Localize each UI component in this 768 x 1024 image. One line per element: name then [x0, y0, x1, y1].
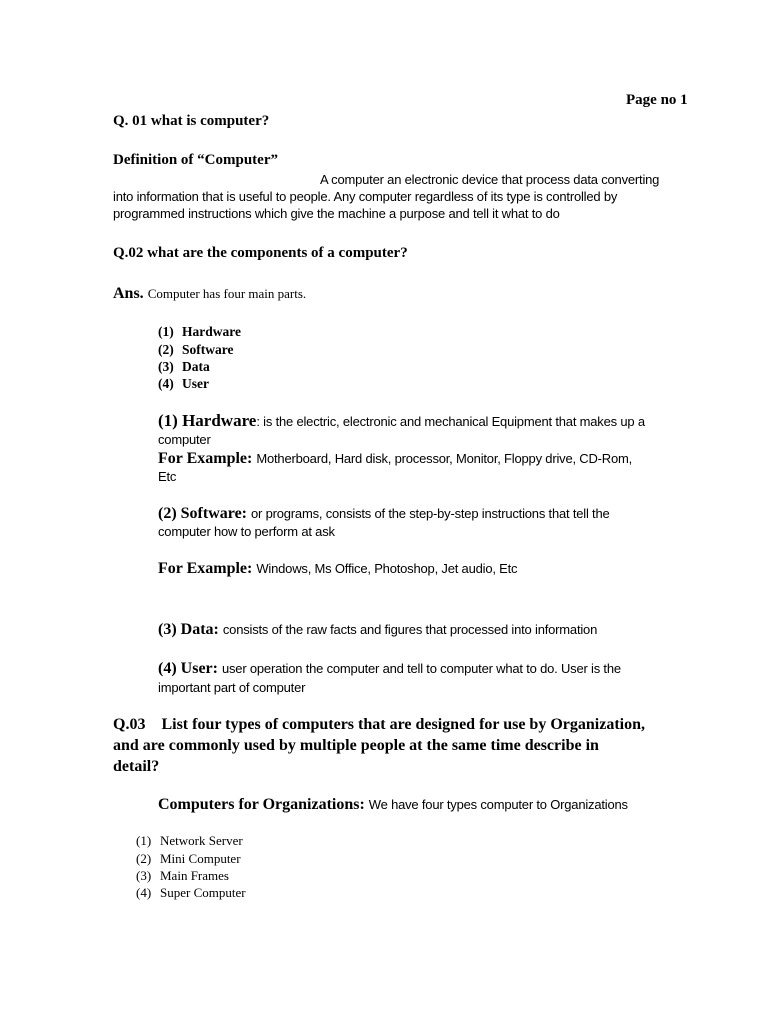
q1-definition-line1: A computer an electronic device that process data converting [320, 172, 660, 187]
list-item: (3) Main Frames [136, 868, 229, 883]
q3-title-line1: Q.03 List four types of computers that are designed for use by Organization, [113, 716, 645, 733]
list-item: (1) Hardware [158, 324, 241, 339]
hardware-example-cont: Etc [158, 469, 177, 484]
page-number: Page no 1 [626, 92, 688, 108]
q1-definition-line3: programmed instructions which give the machine a purpose and tell it what to do [113, 206, 560, 221]
list-item: (1) Network Server [136, 833, 243, 848]
q1-definition-line2: into information that is useful to people. Any computer regardless of its type is controlled by [113, 189, 618, 204]
software-text-cont: computer how to perform at ask [158, 524, 335, 539]
q1-title: Q. 01 what is computer? [113, 113, 270, 129]
hardware-example: For Example: Motherboard, Hard disk, processor, Monitor, Floppy drive, CD-Rom, [158, 450, 633, 467]
list-item: (4) User [158, 376, 209, 391]
software-definition: (2) Software: or programs, consists of the step-by-step instructions that tell the [158, 505, 610, 522]
hardware-text-cont: computer [158, 432, 211, 447]
user-definition: (4) User: user operation the computer and tell to computer what to do. User is the [158, 660, 621, 677]
list-item: (2) Mini Computer [136, 851, 241, 866]
hardware-definition: (1) Hardware: is the electric, electronic and mechanical Equipment that makes up a [158, 411, 645, 430]
answer-text: Computer has four main parts. [147, 286, 307, 301]
q3-title-line2: and are commonly used by multiple people at the same time describe in [113, 737, 599, 754]
list-item: (2) Software [158, 342, 234, 357]
list-item: (4) Super Computer [136, 885, 246, 900]
data-definition: (3) Data: consists of the raw facts and figures that processed into information [158, 621, 598, 638]
q1-definition-heading: Definition of “Computer” [113, 152, 278, 168]
q3-title-line3: detail? [113, 758, 160, 775]
user-text-cont: important part of computer [158, 680, 306, 695]
answer-label: Ans. [113, 285, 144, 302]
organizations-definition: Computers for Organizations: We have four types computer to Organizations [158, 796, 628, 813]
software-example: For Example: Windows, Ms Office, Photoshop, Jet audio, Etc [158, 560, 518, 577]
q2-answer [113, 285, 306, 303]
list-item: (3) Data [158, 359, 210, 374]
q2-title: Q.02 what are the components of a computer? [113, 245, 408, 261]
